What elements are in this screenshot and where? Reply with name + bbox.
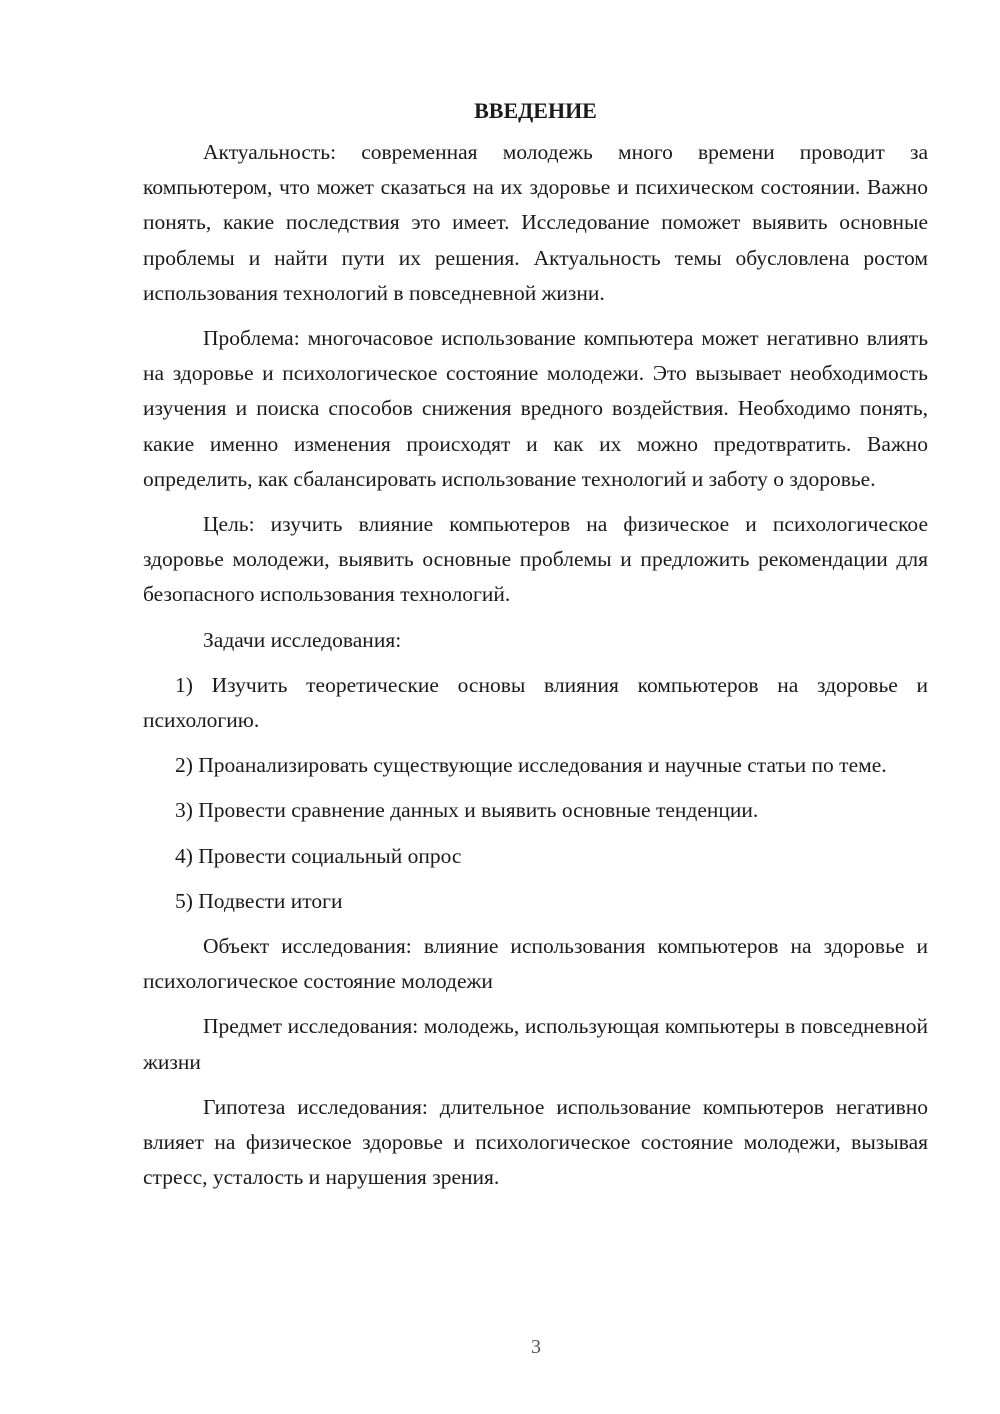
list-item: 3) Провести сравнение данных и выявить основные тенденции. — [175, 798, 759, 823]
goal-paragraph: Цель: изучить влияние компьютеров на физическое и психологическое здоровье молодежи, выявить основные проблемы и предложить рекомендации для безопасного использования технологий. — [143, 512, 928, 607]
subject-paragraph: Предмет исследования: молодежь, использующая компьютеры в повседневной жизни — [143, 1014, 928, 1074]
list-item: 1) Изучить теоретические основы влияния компьютеров на здоровье и психологию. — [143, 672, 928, 733]
tasks-heading: Задачи исследования: — [203, 627, 402, 652]
list-item: 4) Провести социальный опрос — [175, 843, 462, 868]
relevance-paragraph: Актуальность: современная молодежь много времени проводит за компьютером, что может сказаться на их здоровье и психическом состоянии. Важно понять, какие последствия это имеет. Исследование поможет выявить основные проблемы и найти пути их решения. Актуальность темы обусловлена ростом использования технологий в повседневной жизни. — [143, 140, 928, 305]
hypothesis-paragraph: Гипотеза исследования: длительное использование компьютеров негативно влияет на физическое здоровье и психологическое состояние молодежи, вызывая стресс, усталость и нарушения зрения. — [143, 1094, 928, 1190]
problem-paragraph: Проблема: многочасовое использование компьютера может негативно влиять на здоровье и психологическое состояние молодежи. Это вызывает необходимость изучения и поиска способов снижения вредного воздействия. Необходимо понять, какие именно изменения происходят и как их можно предотвратить. Важно определить, как сбалансировать использование технологий и заботу о здоровье. — [143, 326, 928, 491]
list-item: 5) Подвести итоги — [175, 888, 343, 913]
page-content — [143, 95, 928, 1205]
page-title: ВВЕДЕНИЕ — [474, 98, 597, 123]
list-item: 2) Проанализировать существующие исследования и научные статьи по теме. — [175, 753, 887, 778]
tasks-list — [143, 668, 928, 919]
page-number: 3 — [531, 1336, 541, 1358]
object-paragraph: Объект исследования: влияние использования компьютеров на здоровье и психологическое состояние молодежи — [143, 934, 928, 994]
